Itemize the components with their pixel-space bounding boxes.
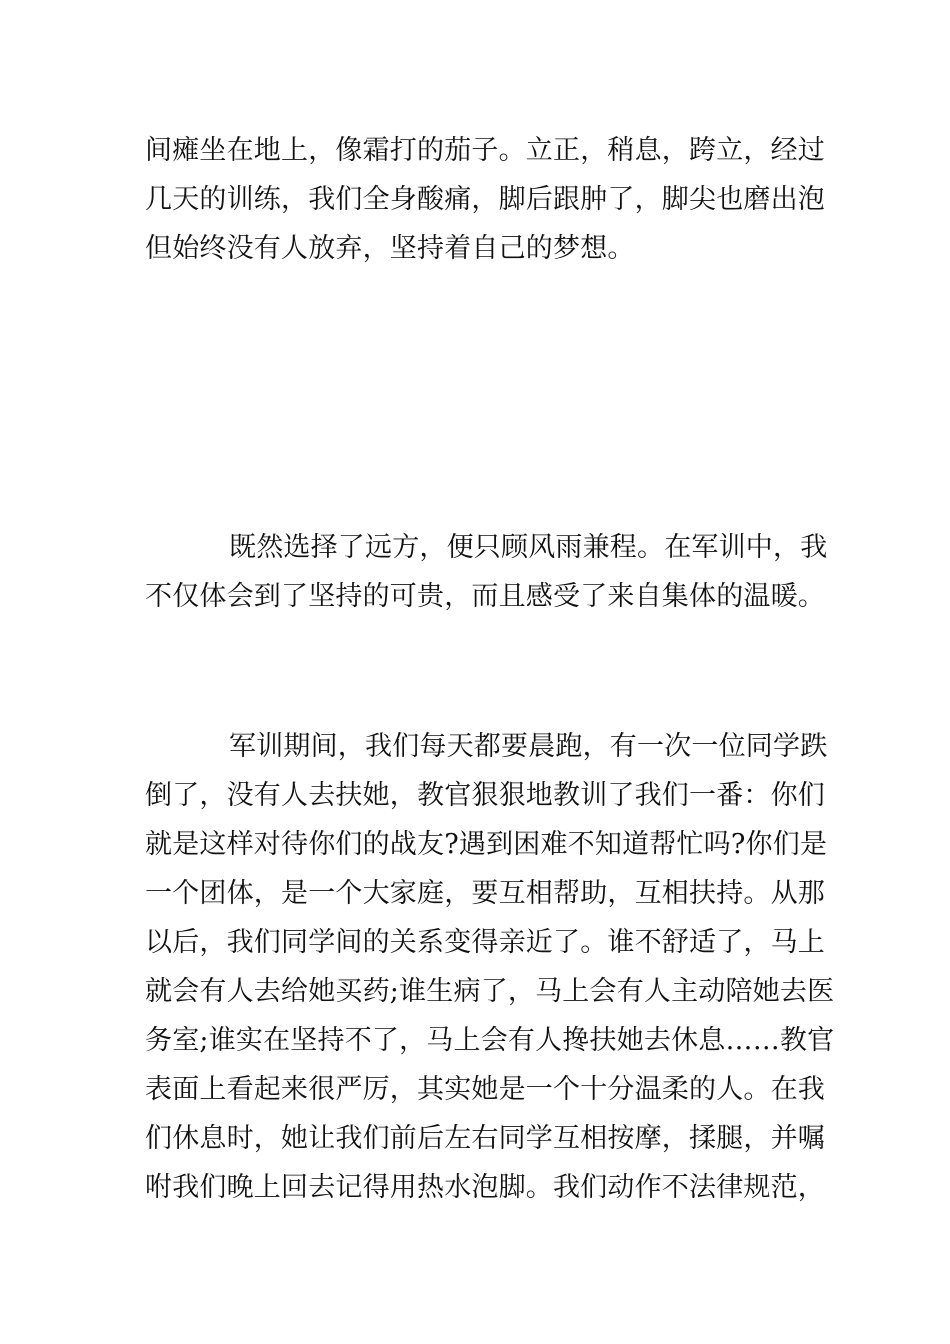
paragraph-perseverance: [145, 523, 828, 621]
text-line: 几天的训练，我们全身酸痛，脚后跟肿了，脚尖也磨出泡: [145, 184, 825, 215]
text-line: 一个团体，是一个大家庭，要互相帮助，互相扶持。从那: [145, 878, 825, 909]
text-line: 间瘫坐在地上，像霜打的茄子。立正，稍息，跨立，经过: [145, 135, 825, 166]
text-line: 军训期间，我们每天都要晨跑，有一次一位同学跌: [229, 731, 828, 762]
text-line: 务室;谁实在坚持不了，马上会有人搀扶她去休息……教官: [145, 1025, 835, 1056]
text-line: 不仅体会到了坚持的可贵，而且感受了来自集体的温暖。: [145, 581, 825, 612]
text-line: 们休息时，她让我们前后左右同学互相按摩，揉腿，并嘱: [145, 1123, 825, 1154]
text-line: 既然选择了远方，便只顾风雨兼程。在军训中，我: [229, 532, 828, 563]
paragraph-continued-training: [145, 126, 825, 273]
text-line: 倒了，没有人去扶她，教官狠狠地教训了我们一番：你们: [145, 780, 825, 811]
text-line: 表面上看起来很严厉，其实她是一个十分温柔的人。在我: [145, 1074, 825, 1105]
text-line: 以后，我们同学间的关系变得亲近了。谁不舒适了，马上: [145, 927, 825, 958]
paragraph-morning-run: [145, 722, 835, 1212]
text-line: 就是这样对待你们的战友?遇到困难不知道帮忙吗?你们是: [145, 829, 828, 860]
text-line: 但始终没有人放弃，坚持着自己的梦想。: [145, 233, 635, 264]
text-line: 咐我们晚上回去记得用热水泡脚。我们动作不法律规范，: [145, 1172, 825, 1203]
text-line: 就会有人去给她买药;谁生病了，马上会有人主动陪她去医: [145, 976, 835, 1007]
